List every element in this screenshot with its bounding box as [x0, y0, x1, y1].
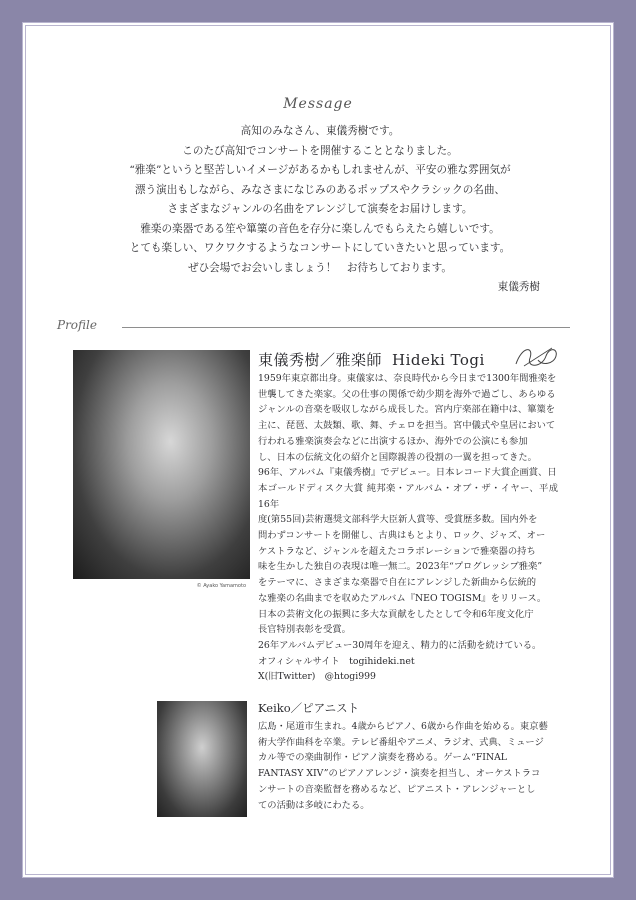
message-body — [80, 122, 560, 298]
message-line: 高知のみなさん、東儀秀樹です。 — [240, 125, 400, 137]
keiko-name-heading: Keiko／ピアニスト — [258, 701, 360, 715]
bio-line: 96年、アルバム『東儀秀樹』でデビュー。日本レコード大賞企画賞、日 — [258, 467, 557, 479]
message-line: さまざまなジャンルの名曲をアレンジして演奏をお届けします。 — [167, 203, 473, 215]
bio-line: 広島・尾道市生まれ。4歳からピアノ、6歳から作曲を始める。東京藝 — [258, 721, 548, 732]
profile-heading: Profile — [57, 318, 97, 332]
bio-line: 世襲してきた楽家。父の仕事の関係で幼少期を海外で過ごし、あらゆる — [258, 388, 556, 400]
togi-name-en: Hideki Togi — [392, 351, 485, 369]
keiko-portrait-photo — [157, 701, 247, 817]
bio-line: な雅楽の名曲までを収めたアルバム『NEO TOGISM』をリリース。 — [258, 592, 547, 604]
photo-credit: © Ayako Yamamoto — [196, 583, 246, 589]
togi-portrait-photo — [73, 350, 250, 589]
bio-line: ケストラなど、ジャンルを超えたコラボレーションで雅楽器の持ち — [258, 545, 536, 557]
message-line: “雅楽”というと堅苦しいイメージがあるかもしれませんが、平安の雅な雰囲気が — [129, 164, 511, 176]
message-line: 雅楽の楽器である笙や篳篥の音色を存分に楽しんでもらえたら嬉しいです。 — [140, 222, 500, 235]
togi-biography — [258, 371, 558, 685]
bio-line: FANTASY XIV”のピアノアレンジ・演奏を担当し、オーケストラコ — [258, 768, 541, 780]
bio-line: 味を生かした独自の表現は唯一無二。2023年“プログレッシブ雅楽” — [258, 561, 543, 573]
bio-line: をテーマに、さまざまな楽器で自在にアレンジした新曲から伝統的 — [258, 577, 537, 589]
bio-line: し、日本の伝統文化の紹介と国際親善の役割の一翼を担ってきた。 — [258, 451, 537, 463]
bio-line: 1959年東京都出身。東儀家は、奈良時代から今日まで1300年間雅楽を — [258, 373, 557, 384]
bio-line: 主に、琵琶、太鼓類、歌、舞、チェロを担当。宮中儀式や皇居において — [258, 420, 556, 432]
official-site-line: オフィシャルサイト togihideki.net — [258, 655, 415, 667]
profile-divider — [122, 327, 570, 328]
message-line: このたび高知でコンサートを開催することとなりました。 — [182, 144, 458, 157]
bio-line: 本ゴールドディスク大賞 純邦楽・アルバム・オブ・ザ・イヤー、平成16年 — [258, 482, 558, 510]
keiko-biography — [258, 719, 564, 813]
bio-line: 問わずコンサートを開催し、古典はもとより、ロック、ジャズ、オー — [258, 530, 546, 542]
togi-name-heading — [258, 349, 485, 370]
bio-line: ての活動は多岐にわたる。 — [258, 799, 370, 811]
bio-line: 術大学作曲科を卒業。テレビ番組やアニメ、ラジオ、式典、ミュージ — [258, 736, 544, 748]
message-line: 漂う演出もしながら、みなさまになじみのあるポップスやクラシックの名曲、 — [134, 183, 506, 196]
bio-line: 長官特別表彰を受賞。 — [258, 624, 351, 636]
bio-line: 度(第55回)芸術選奨文部科学大臣新人賞等、受賞歴多数。国内外を — [258, 514, 538, 526]
bio-line: ンサートの音楽監督を務めるなど、ピアニスト・アレンジャーとし — [258, 783, 536, 795]
message-signature: 東儀秀樹 — [497, 281, 540, 293]
bio-line: 日本の芸術文化の振興に多大な貢献をしたとして令和6年度文化庁 — [258, 608, 534, 620]
bio-line: 行われる雅楽演奏会などに出演するほか、海外での公演にも参加 — [258, 435, 528, 447]
bio-line: 26年アルバムデビュー30周年を迎え、精力的に活動を続けている。 — [258, 639, 542, 651]
bio-line: カル等での楽曲制作・ピアノ演奏を務める。ゲーム“FINAL — [258, 752, 507, 764]
message-heading: Message — [283, 96, 353, 112]
bio-line: ジャンルの音楽を吸収しながら成長した。宮内庁楽部在籍中は、篳篥を — [258, 404, 556, 416]
message-line: とても楽しい、ワクワクするようなコンサートにしていきたいと思っています。 — [129, 242, 511, 254]
togi-name-jp: 東儀秀樹／雅楽師 — [258, 351, 383, 369]
signature-mark-icon — [512, 344, 564, 370]
message-line: ぜひ会場でお会いしましょう！ お待ちしております。 — [188, 261, 452, 274]
twitter-line: X(旧Twitter) @htogi999 — [258, 671, 376, 683]
